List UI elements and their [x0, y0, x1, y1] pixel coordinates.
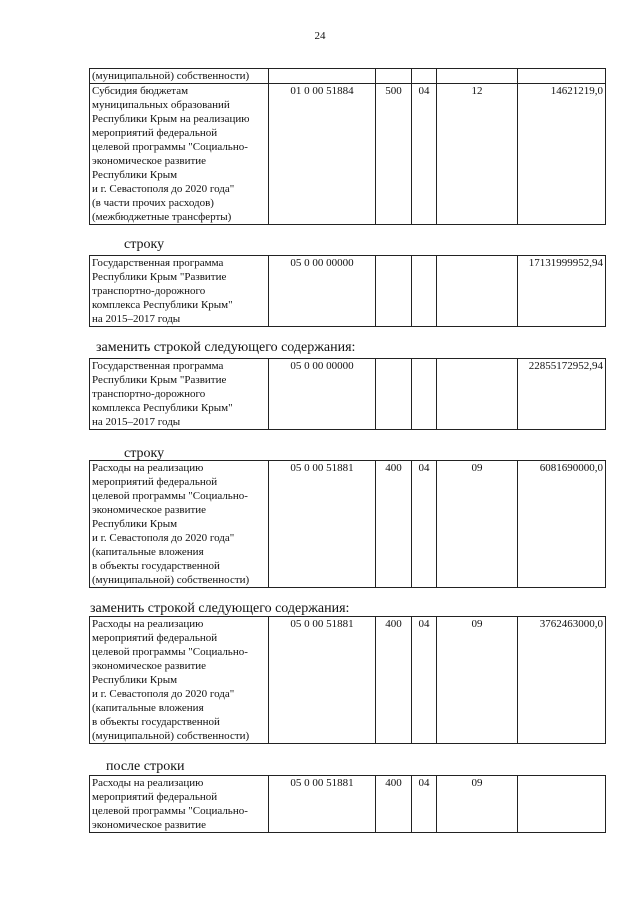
amount: [518, 776, 606, 833]
row-description: Государственная программа Республики Крым "Развитие транспортно-дорожного комплекса Республики Крым" на 2015–2017 годы: [90, 359, 269, 430]
table-row: [90, 256, 606, 327]
table-row: [90, 461, 606, 588]
table-row: [90, 359, 606, 430]
table-row: [90, 776, 606, 833]
section: 04: [412, 461, 437, 588]
budget-table-continuation: [89, 68, 606, 225]
subsection: [437, 359, 518, 430]
subsection: 09: [437, 461, 518, 588]
table-row: [90, 69, 606, 84]
row-description: Расходы на реализацию мероприятий федеральной целевой программы "Социально- экономическое развитие: [90, 776, 269, 833]
target-code: 05 0 00 00000: [269, 256, 376, 327]
row-description: Субсидия бюджетам муниципальных образований Республики Крым на реализацию мероприятий федеральной целевой программы "Социально- экономическое развитие Республики Крым и г. Севастополя до 2020 года" (в части прочих расходов) (межбюджетные трансферты): [90, 84, 269, 225]
budget-table-original: [89, 460, 606, 588]
section: 04: [412, 84, 437, 225]
amount: 6081690000,0: [518, 461, 606, 588]
row-description: Расходы на реализацию мероприятий федеральной целевой программы "Социально- экономическое развитие Республики Крым и г. Севастополя до 2020 года" (капитальные вложения в объекты государственной (муниципальной) собственности): [90, 461, 269, 588]
instruction-text: заменить строкой следующего содержания:: [90, 601, 350, 616]
target-code: 05 0 00 51881: [269, 461, 376, 588]
subsection: 12: [437, 84, 518, 225]
expense-type: 400: [376, 617, 412, 744]
section: [412, 256, 437, 327]
row-description: Расходы на реализацию мероприятий федеральной целевой программы "Социально- экономическое развитие Республики Крым и г. Севастополя до 2020 года" (капитальные вложения в объекты государственной (муниципальной) собственности): [90, 617, 269, 744]
expense-type: [376, 359, 412, 430]
section: [412, 69, 437, 84]
expense-type: 400: [376, 776, 412, 833]
expense-type: 500: [376, 84, 412, 225]
instruction-text: заменить строкой следующего содержания:: [96, 340, 356, 355]
budget-table-replacement: [89, 358, 606, 430]
section: 04: [412, 776, 437, 833]
subsection: 09: [437, 617, 518, 744]
row-description: (муниципальной) собственности): [90, 69, 269, 84]
target-code: 05 0 00 51881: [269, 617, 376, 744]
amount: 14621219,0: [518, 84, 606, 225]
instruction-text: после строки: [106, 759, 185, 774]
instruction-text: строку: [124, 446, 165, 461]
target-code: 01 0 00 51884: [269, 84, 376, 225]
budget-table-original: [89, 255, 606, 327]
budget-table-replacement: [89, 616, 606, 744]
amount: 3762463000,0: [518, 617, 606, 744]
subsection: [437, 69, 518, 84]
subsection: 09: [437, 776, 518, 833]
section: 04: [412, 617, 437, 744]
target-code: 05 0 00 00000: [269, 359, 376, 430]
amount: 22855172952,94: [518, 359, 606, 430]
page-number: 24: [314, 30, 326, 42]
target-code: 05 0 00 51881: [269, 776, 376, 833]
table-row: [90, 84, 606, 225]
section: [412, 359, 437, 430]
table-row: [90, 617, 606, 744]
expense-type: [376, 256, 412, 327]
instruction-text: строку: [124, 237, 165, 252]
row-description: Государственная программа Республики Крым "Развитие транспортно-дорожного комплекса Республики Крым" на 2015–2017 годы: [90, 256, 269, 327]
expense-type: 400: [376, 461, 412, 588]
expense-type: [376, 69, 412, 84]
subsection: [437, 256, 518, 327]
amount: 17131999952,94: [518, 256, 606, 327]
amount: [518, 69, 606, 84]
target-code: [269, 69, 376, 84]
budget-table-anchor: [89, 775, 606, 833]
